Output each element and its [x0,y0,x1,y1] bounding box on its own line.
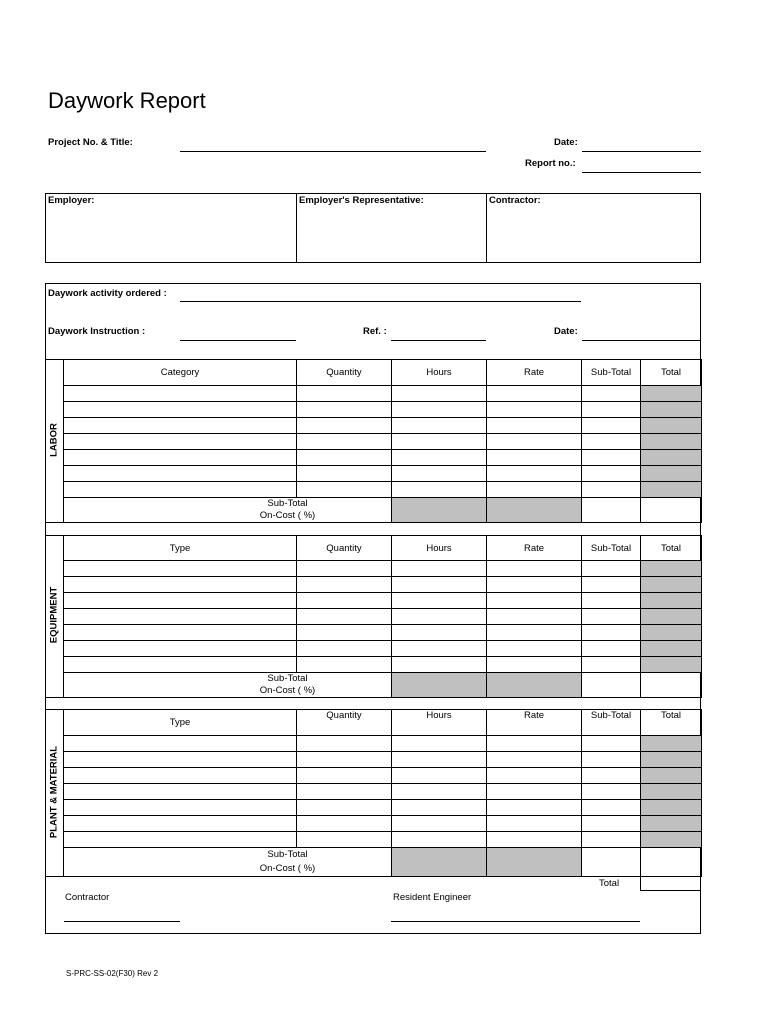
table-row [64,609,702,625]
report-no-field[interactable] [582,172,701,173]
subtotal-row [64,673,702,698]
contractor-signature-label: Contractor [65,892,110,903]
table-row [64,450,702,466]
table-row [64,657,702,673]
column-header: Total [641,710,702,736]
column-header: Rate [487,536,582,561]
table-row [64,434,702,450]
form-code: S-PRC-SS-02(F30) Rev 2 [66,969,159,978]
column-header: Total [641,360,702,386]
table-row [64,577,702,593]
plant-material-side-label: PLANT & MATERIAL [48,745,60,839]
parties-divider [296,193,297,263]
employer-label: Employer: [48,195,95,206]
table-row [64,386,702,402]
report-no-label: Report no.: [525,158,576,169]
labor-side-label: LABOR [48,423,60,457]
table-row [64,752,702,768]
plant-material-table [63,709,702,877]
grand-total-label: Total [599,878,620,889]
table-row [64,466,702,482]
table-row [64,625,702,641]
oncost-label: On-Cost ( %) [259,510,316,521]
subtotal-label: Sub-Total [267,498,308,509]
column-header: Total [641,536,702,561]
column-header: Rate [487,710,582,736]
table-row [64,832,702,848]
table-row [64,482,702,498]
column-header: Hours [392,710,487,736]
ref-field[interactable] [391,340,486,341]
table-row [64,736,702,752]
table-row [64,593,702,609]
ref-label: Ref. : [363,326,387,337]
table-row [64,816,702,832]
table-row [64,800,702,816]
column-header: Quantity [297,536,392,561]
subtotal-row [64,848,702,877]
table-row [64,418,702,434]
column-header: Hours [392,360,487,386]
contractor-signature-line[interactable] [64,921,180,922]
column-header: Type [64,710,297,736]
labor-table [63,359,702,523]
instruction-label: Daywork Instruction : [48,326,146,337]
activity-ordered-field[interactable] [180,301,581,302]
table-row [64,784,702,800]
table-row [64,561,702,577]
divider [45,697,701,698]
table-row [64,641,702,657]
column-header: Quantity [297,360,392,386]
column-header: Rate [487,360,582,386]
subtotal-label: Sub-Total [267,849,308,860]
contractor-label: Contractor: [489,195,541,206]
engineer-signature-label: Resident Engineer [393,892,472,903]
activity-date-label: Date: [554,326,578,337]
column-header: Sub-Total [582,360,641,386]
table-row [64,768,702,784]
date-label: Date: [554,137,578,148]
column-header: Type [64,536,297,561]
employer-rep-label: Employer's Representative: [299,195,424,206]
column-header: Sub-Total [582,536,641,561]
equipment-table [63,535,702,698]
column-header: Sub-Total [582,710,641,736]
divider [45,876,701,877]
project-label: Project No. & Title: [48,137,133,148]
subtotal-row [64,498,702,523]
parties-divider [486,193,487,263]
activity-date-field[interactable] [582,340,701,341]
column-header: Category [64,360,297,386]
equipment-side-label: EQUIPMENT [48,586,60,644]
grand-total-field[interactable] [640,876,701,891]
project-field[interactable] [180,151,486,152]
engineer-signature-line[interactable] [391,921,640,922]
subtotal-label: Sub-Total [267,673,308,684]
page-title: Daywork Report [48,88,206,113]
activity-ordered-label: Daywork activity ordered : [48,288,167,299]
table-row [64,402,702,418]
instruction-field[interactable] [180,340,296,341]
date-field[interactable] [582,151,701,152]
divider [45,522,701,523]
column-header: Quantity [297,710,392,736]
column-header: Hours [392,536,487,561]
oncost-label: On-Cost ( %) [259,863,316,874]
oncost-label: On-Cost ( %) [259,685,316,696]
